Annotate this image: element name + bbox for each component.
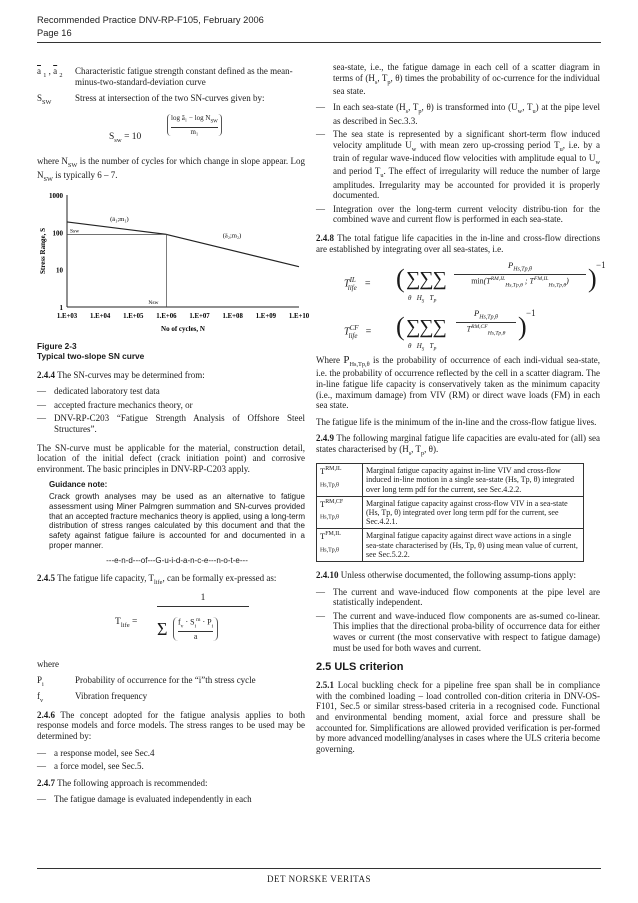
para-2-4-7: 2.4.7 The following approach is recommended:	[37, 777, 208, 788]
list-item: — In each sea-state ($H_s$, $T_p$, θ) is transformed into ($U_w$, $T_u$) at the pipe level as described in Sec.3.3.	[316, 102, 600, 126]
symbol-a-bar: $\overline{a}$ $_1$ , $\overline{a}$ $_2$	[37, 66, 63, 79]
nsw-marker-label: Nsw	[148, 299, 159, 306]
para-2-4-10: 2.4.10 Unless otherwise documented, the following assump-tions apply:	[316, 569, 576, 580]
para-fatigue-min: The fatigue life is the minimum of the in-line and the cross-flow fatigue lives.	[316, 416, 597, 427]
sn-curve-chart	[37, 189, 310, 339]
symbol-fv: $f_v$ Vibration frequency	[37, 690, 148, 704]
formula-ssw: $S_{sw} = 10$ log ā₁ − $\log N_{SW}$ m₁	[109, 112, 305, 152]
para-2-4-5: 2.4.5 The fatigue life capacity, $T_{life}$, can be formally ex-pressed as:	[37, 573, 277, 587]
section-heading: 2.5 ULS criterion	[316, 661, 404, 674]
x-tick-label: 1.E+04	[89, 312, 111, 320]
y-tick-label: 1	[59, 303, 63, 312]
symbol-ssw	[37, 93, 305, 106]
page-footer: DET NORSKE VERITAS	[267, 874, 371, 884]
x-tick-label: 1.E+07	[189, 312, 210, 320]
formula-tlife-cf: $T^{CF}_{life}$ = ( ∑∑∑ θ $H_S$ $T_P$ $P_{Hs,Tp,\theta}$ $T^{RM,CF}_{Hs,Tp,\theta}$ ) −1	[344, 308, 536, 353]
list-item: — DNV-RP-C203 “Fatigue Strength Analysis of Offshore Steel Structures”.	[37, 413, 305, 435]
y-tick-label: 100	[52, 229, 63, 238]
list-item: — a force model, see Sec.5.	[37, 761, 144, 772]
para-where-p: Where $P_{Hs,Tp,\theta}$ is the probability of occurrence of each indi-vidual sea-state, i.e. the probability of occurrence reflected by the cell in a scatter diagram. The in-line fatigue life capacity is conservatively taken as the minimum capacity (i.e., maximum damage) from VIV (RM) or direct wave loads (FM) in each sea state.	[316, 354, 600, 411]
y-tick-label: 1000	[49, 191, 63, 200]
x-tick-label: 1.E+06	[156, 312, 177, 320]
x-tick-label: 1.E+03	[56, 312, 78, 320]
list-item: — dedicated laboratory test data	[37, 386, 160, 397]
y-axis-label: Stress Range, S	[39, 227, 47, 274]
symbol-ssw-desc: Stress at intersection of the two SN-curves given by:	[75, 93, 265, 104]
list-item: — accepted fracture mechanics theory, or	[37, 399, 193, 410]
para-2-4-6: 2.4.6 The concept adopted for the fatigue analysis applies to both response models and force models. The stress ranges to be used may be determined by:	[37, 709, 305, 741]
y-tick-label: 10	[56, 266, 63, 275]
para-2-4-8: 2.4.8 The total fatigue life capacities in the in-line and cross-flow directions are established by integrating over all sea-states, i.e.	[316, 232, 600, 254]
page-header	[37, 14, 264, 39]
curve1-label: (ā₁;m₁)	[110, 215, 129, 223]
x-tick-label: 1.E+08	[222, 312, 243, 320]
formula-tlife-il: $T^{IL}_{life}$ = ( ∑∑∑ θ $H_S$ $T_P$ $P_{Hs,Tp,\theta}$ $\min(T^{RM,IL}_{Hs,Tp,\theta}$ ; $T^{FM,IL}_{Hs,Tp,\theta}$) ) −1	[344, 260, 606, 305]
header-divider	[37, 42, 601, 43]
para-sn-curve: The SN-curve must be applicable for the material, construction detail, location of the initial defect (crack initiation point) and corrosive environment. The basic principles in DNV-RP-C203 apply.	[37, 442, 305, 474]
curve2-label: (ā₂;m₂)	[222, 232, 242, 240]
series-line-1	[67, 222, 166, 234]
ssw-marker-label: Ssw	[70, 228, 80, 235]
list-item: — The current and wave-induced flow components at the pipe level are statistically independent.	[316, 586, 600, 608]
symbol-a1-a2	[37, 66, 305, 87]
header-page-number: Page 16	[37, 27, 72, 38]
right-column	[316, 62, 606, 760]
para-2-4-9: 2.4.9 The following marginal fatigue life capacities are evalu-ated for (all) sea states characterised by ($H_s$, $T_p$, θ).	[316, 433, 600, 457]
where-label: where	[37, 658, 59, 669]
marginal-capacity-table	[316, 463, 584, 562]
guidance-note: Guidance note: Crack growth analyses may be used as an alternative to fatigue assessment using Miner Palmgren summation and SN-curves provided that an accepted fracture mechanics theory is applied, using a long-term distribution of stress ranges calculated by this document and that the safety against fatigue failure is accounted for and documented in a proper manner. ---e-n-d---of---G-u-i-d-a-n-c-e---n-o-t-e---	[49, 480, 305, 565]
list-item: — The fatigue damage is evaluated independently in each	[37, 794, 252, 805]
para-2-4-4: 2.4.4 The SN-curves may be determined from:	[37, 369, 205, 380]
left-column	[37, 66, 310, 808]
para-sea-state-cont: sea-state, i.e., the fatigue damage in each cell of a scatter diagram in terms of ($H_s$, $T_p$, θ) times the probability of oc-currence for the individual sea state.	[333, 62, 600, 96]
symbol-pi: $P_i$ Probability of occurrence for the “i”th stress cycle	[37, 675, 256, 689]
x-axis-label: No of cycles, N	[161, 324, 205, 333]
formula-tlife: $T_{life}$ = 1 Σ $f_v \cdot S_i^m \cdot P_i$ a	[115, 593, 305, 657]
table-row: $T^{RM,CF}$ $_{Hs,Tp,\theta}$ Marginal fatigue capacity against cross-flow VIV in a sea-state (Hs, Tp, θ) integrated over long term pdf for the current, see Sec.4.2.1.	[317, 496, 584, 529]
para-nsw: where $N_{SW}$ is the number of cycles for which change in slope appear. Log $N_{SW}$ is typically 6 – 7.	[37, 156, 305, 183]
list-item: — The current and wave-induced flow components are as-sumed co-linear. This implies that the directional proba-bility of occurrence data for either waves or current (the most conservative with respect to fatigue damage) must be used for both waves and current.	[316, 610, 600, 653]
figure-caption: Figure 2-3 Typical two-slope SN curve	[37, 340, 145, 362]
header-doc-title: Recommended Practice DNV-RP-F105, February 2006	[37, 15, 264, 25]
table-row: $T^{RM,IL}$ $_{Hs,Tp,\theta}$ Marginal fatigue capacity against in-line VIV and cross-flow induced in-line motion in a single sea-state (Hs, Tp, θ) integrated over long term pdf for the current, see Sec.4.2.2.	[317, 464, 584, 497]
para-2-5-1: 2.5.1 Local buckling check for a pipeline free span shall be in compliance with the combined loading – load controlled con-dition criteria in DNV-OS-F101, Sec.5 or similar stress-based criteria in a recognised code. Functional and environmental bending moment, axial force and pressure shall be accounted for. Simplifications are allowed provided verification is per-formed by more advanced modelling/analyses in cases where the ULS criteria become governing.	[316, 680, 600, 754]
symbol-a-desc: Characteristic fatigue strength constant defined as the mean-minus-two-standard-deviation curve	[75, 66, 293, 87]
table-row: $T^{FM,IL}$ $_{Hs,Tp,\theta}$ Marginal fatigue capacity against direct wave actions in a single sea-state characterised by (Hs, Tp, θ) using mean value of current, see Sec.5.2.2.	[317, 529, 584, 562]
x-tick-label: 1.E+09	[255, 312, 277, 320]
symbol-ssw-label: $S_{SW}$	[37, 93, 52, 107]
footer-divider	[37, 868, 601, 869]
x-tick-label: 1.E+05	[123, 312, 144, 320]
list-item: — Integration over the long-term current velocity distribu-tion for the combined wave and current flow is performed in each sea-state.	[316, 203, 600, 225]
x-tick-label: 1.E+10	[288, 312, 310, 320]
list-item: — The sea state is represented by a significant short-term flow induced velocity amplitude $U_w$ with mean zero up-crossing period $T_u$, i.e. by a train of regular wave-induced flow velocities with amplitude equal to $U_w$ and period $T_u$. The effect of irregularity will reduce the number of large amplitudes. Irregularity may be accounted for provided it is properly documented.	[316, 129, 600, 201]
list-item: — a response model, see Sec.4	[37, 747, 155, 758]
